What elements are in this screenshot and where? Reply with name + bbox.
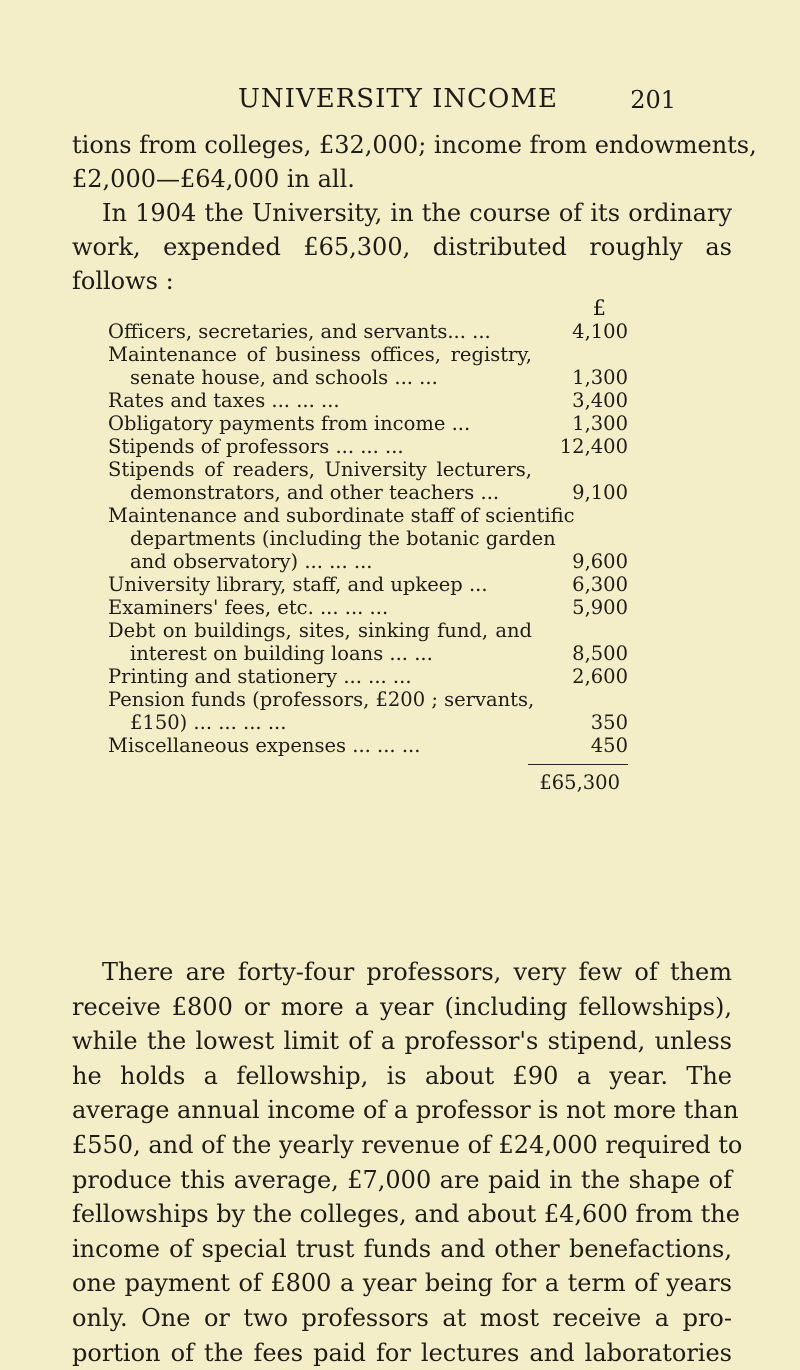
expenditure-row [108, 688, 628, 734]
expenditure-table [108, 297, 628, 794]
closing-line: only. One or two professors at most receive a pro- [72, 1303, 732, 1332]
expenditure-amount: 5,900 [572, 596, 628, 619]
expenditure-row [108, 734, 628, 757]
closing-line: while the lowest limit of a professor's stipend, unless [72, 1027, 732, 1056]
expenditure-row [108, 389, 628, 412]
expenditure-amount: 1,300 [572, 412, 628, 435]
expenditure-row [108, 458, 628, 504]
expenditure-label: Printing and stationery ... ... ... [108, 665, 412, 688]
expenditure-label: Stipends of professors ... ... ... [108, 435, 404, 458]
closing-line: £550, and of the yearly revenue of £24,000 required to [72, 1130, 743, 1159]
expenditure-label: Maintenance and subordinate staff of scientific [108, 504, 575, 527]
running-head: UNIVERSITY INCOME [238, 84, 558, 114]
expenditure-row [108, 504, 628, 573]
expenditure-amount: 6,300 [572, 573, 628, 596]
expenditure-label: Officers, secretaries, and servants... ... [108, 320, 491, 343]
expenditure-amount: 2,600 [572, 665, 628, 688]
expenditure-label: Obligatory payments from income ... [108, 412, 471, 435]
expenditure-amount: 3,400 [572, 389, 628, 412]
closing-line: produce this average, £7,000 are paid in the shape of [72, 1165, 732, 1194]
expenditure-amount: 4,100 [572, 320, 628, 343]
expenditure-row [108, 320, 628, 343]
expenditure-row [108, 573, 628, 596]
closing-line: portion of the fees paid for lectures and laboratories [72, 1338, 732, 1367]
expenditure-label: departments (including the botanic garden [130, 527, 556, 550]
expenditure-label: Miscellaneous expenses ... ... ... [108, 734, 421, 757]
closing-line: fellowships by the colleges, and about £4,600 from the [72, 1200, 740, 1229]
expenditure-row [108, 619, 628, 665]
total-rule [528, 764, 628, 765]
closing-line: receive £800 or more a year (including fellowships), [72, 992, 732, 1021]
expenditure-label: University library, staff, and upkeep ... [108, 573, 488, 596]
closing-line: income of special trust funds and other benefactions, [72, 1234, 732, 1263]
closing-line: average annual income of a professor is not more than [72, 1096, 739, 1125]
intro-line: £2,000—£64,000 in all. [72, 165, 355, 193]
expenditure-amount: 450 [590, 734, 628, 757]
expenditure-label: Maintenance of business offices, registry, [108, 343, 532, 366]
expenditure-label: demonstrators, and other teachers ... [130, 481, 500, 504]
total-amount: £65,300 [539, 771, 620, 794]
expenditure-row [108, 435, 628, 458]
page-header [120, 84, 676, 118]
currency-header [108, 297, 628, 320]
expenditure-amount: 9,100 [572, 481, 628, 504]
intro-line: In 1904 the University, in the course of its ordinary [102, 199, 732, 227]
expenditure-label: Rates and taxes ... ... ... [108, 389, 340, 412]
intro-line: follows : [72, 267, 174, 295]
expenditure-row [108, 665, 628, 688]
expenditure-amount: 1,300 [572, 366, 628, 389]
closing-paragraph [72, 955, 743, 1370]
expenditure-amount: 350 [590, 711, 628, 734]
closing-line: There are forty-four professors, very few of them [102, 958, 732, 986]
expenditure-amount: 9,600 [572, 550, 628, 573]
expenditure-label: Examiners' fees, etc. ... ... ... [108, 596, 389, 619]
expenditure-amount: 12,400 [559, 435, 628, 458]
expenditure-label: Debt on buildings, sites, sinking fund, and [108, 619, 532, 642]
expenditure-rows [108, 320, 628, 757]
closing-line: he holds a fellowship, is about £90 a year. The [72, 1061, 732, 1090]
intro-line: tions from colleges, £32,000; income from endowments, [72, 131, 757, 159]
intro-line: work, expended £65,300, distributed roughly as [72, 233, 732, 261]
currency-label: £ [592, 296, 606, 320]
page-number: 201 [630, 86, 676, 114]
expenditure-label: senate house, and schools ... ... [130, 366, 438, 389]
expenditure-row [108, 596, 628, 619]
closing-line: one payment of £800 a year being for a term of years [72, 1269, 732, 1298]
expenditure-label: Pension funds (professors, £200 ; servants, [108, 688, 535, 711]
intro-paragraph [72, 128, 757, 298]
expenditure-row [108, 412, 628, 435]
expenditure-label: interest on building loans ... ... [130, 642, 433, 665]
expenditure-label: and observatory) ... ... ... [130, 550, 373, 573]
expenditure-row [108, 343, 628, 389]
expenditure-label: £150) ... ... ... ... [130, 711, 287, 734]
expenditure-label: Stipends of readers, University lecturers, [108, 458, 532, 481]
expenditure-amount: 8,500 [572, 642, 628, 665]
